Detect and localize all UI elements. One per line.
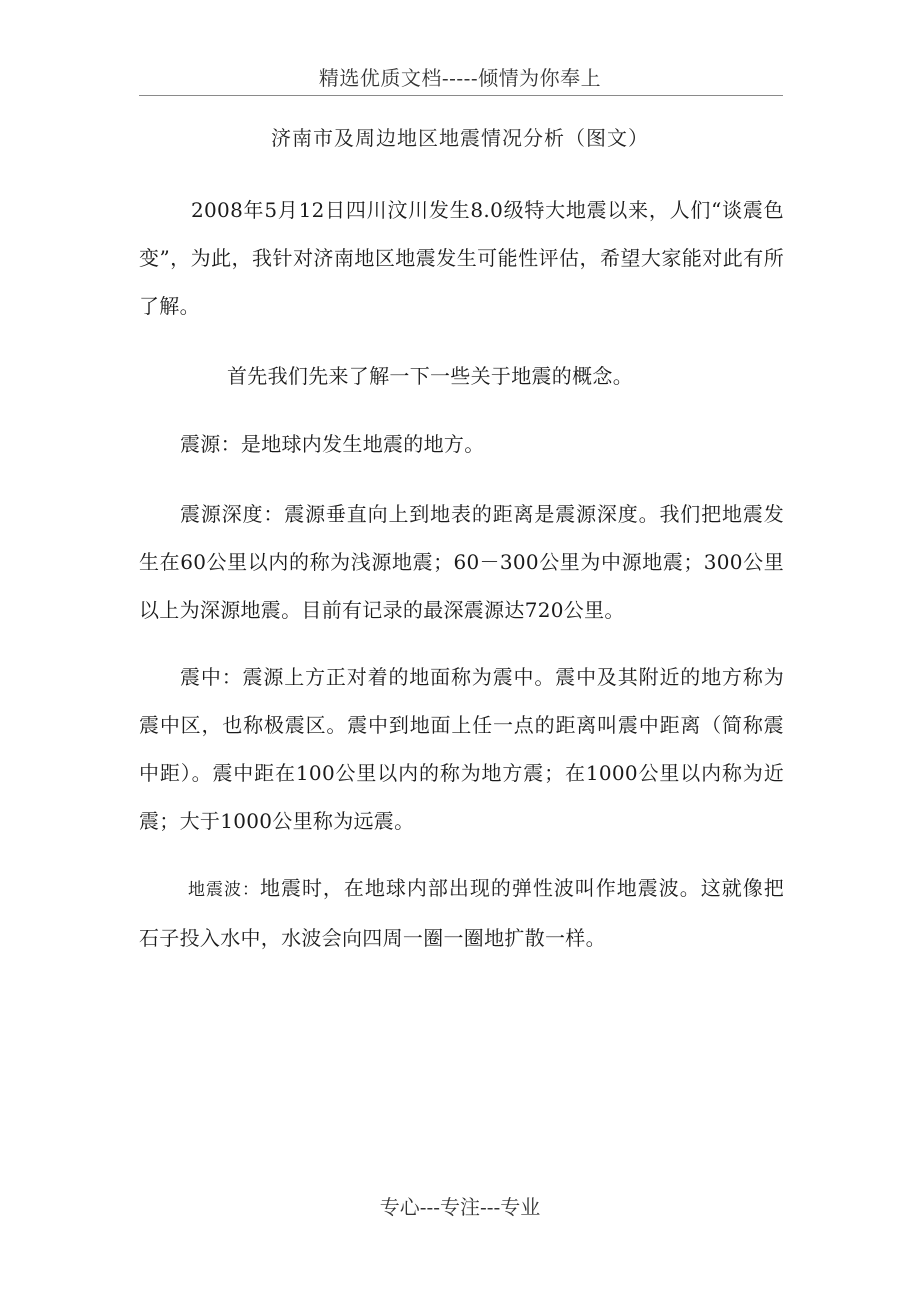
header-divider	[139, 95, 783, 96]
paragraph-seismic-wave	[139, 864, 784, 962]
document-title: 济南市及周边地区地震情况分析（图文）	[271, 126, 649, 150]
seismic-wave-label: 地震波：	[188, 880, 260, 900]
paragraph-intro: 2008年5月12日四川汶川发生8.0级特大地震以来，人们“谈震色变”，为此，我针对济南地区地震发生可能性评估，希望大家能对此有所了解。	[139, 198, 784, 318]
seismic-wave-body: 地震时，在地球内部出现的弹性波叫作地震波。这就像把石子投入水中，水波会向四周一圈一圈地扩散一样。	[139, 876, 785, 950]
paragraph-epicenter: 震中：震源上方正对着的地面称为震中。震中及其附近的地方称为震中区，也称极震区。震中到地面上任一点的距离叫震中距离（简称震中距）。震中距在100公里以内的称为地方震；在1000公里以内称为近震；大于1000公里称为远震。	[139, 665, 784, 833]
page-header: 精选优质文档-----倾情为你奉上	[318, 66, 602, 90]
paragraph-focal-depth: 震源深度：震源垂直向上到地表的距离是震源深度。我们把地震发生在60公里以内的称为浅源地震；60－300公里为中源地震；300公里以上为深源地震。目前有记录的最深震源达720公里。	[139, 502, 784, 622]
page-footer: 专心---专注---专业	[379, 1195, 541, 1219]
paragraph-hypocenter: 震源：是地球内发生地震的地方。	[180, 432, 485, 456]
paragraph-concepts-lead: 首先我们先来了解一下一些关于地震的概念。	[227, 364, 633, 388]
